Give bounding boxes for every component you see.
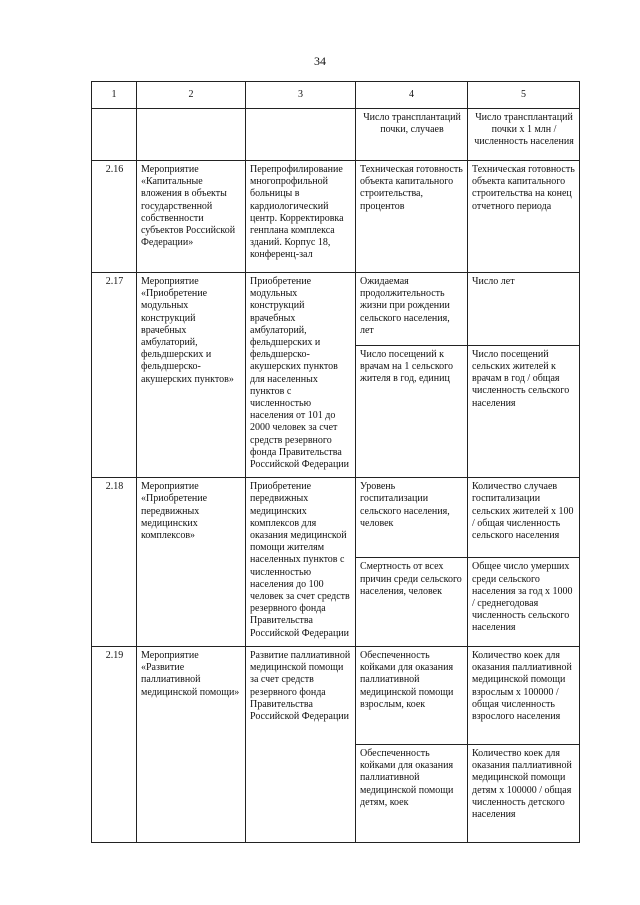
header-col-4: 4: [356, 82, 468, 109]
indicator-name: Техническая готовность объекта капитального строительства, процентов: [356, 161, 468, 273]
indicator-name: Число посещений к врачам на 1 сельского жителя в год, единиц: [356, 345, 468, 477]
indicator-name: Число трансплантаций почки, случаев: [356, 109, 468, 161]
table-row: [92, 478, 580, 558]
indicator-formula: Общее число умерших среди сельского населения за год х 1000 / среднегодовая численность сельского населения: [468, 558, 580, 647]
indicator-formula: Число посещений сельских жителей к врачам в год / общая численность сельского населения: [468, 345, 580, 477]
indicators-table: [91, 81, 580, 843]
event-name: Мероприятие «Приобретение передвижных медицинских комплексов»: [137, 478, 246, 647]
page-number: 34: [314, 54, 326, 68]
indicator-formula: Количество случаев госпитализации сельских жителей х 100 / общая численность сельского населения: [468, 478, 580, 558]
table-row: [92, 273, 580, 346]
row-number: 2.19: [92, 646, 137, 842]
indicator-name: Обеспеченность койками для оказания паллиативной медицинской помощи детям, коек: [356, 744, 468, 842]
indicator-name: Смертность от всех причин среди сельского населения, человек: [356, 558, 468, 647]
empty-cell: [92, 109, 137, 161]
header-col-3: 3: [246, 82, 356, 109]
indicator-formula: Число трансплантаций почки х 1 млн / численность населения: [468, 109, 580, 161]
empty-cell: [246, 109, 356, 161]
empty-cell: [137, 109, 246, 161]
table-header-row: [92, 82, 580, 109]
row-number: 2.17: [92, 273, 137, 478]
indicator-formula: Количество коек для оказания паллиативной медицинской помощи взрослым х 100000 / общая численность взрослого населения: [468, 646, 580, 744]
event-name: Мероприятие «Развитие паллиативной медицинской помощи»: [137, 646, 246, 842]
row-number: 2.18: [92, 478, 137, 647]
indicator-formula: Количество коек для оказания паллиативной медицинской помощи детям х 100000 / общая численность детского населения: [468, 744, 580, 842]
indicator-name: Ожидаемая продолжительность жизни при рождении сельского населения, лет: [356, 273, 468, 346]
event-description: Развитие паллиативной медицинской помощи за счет средств резервного фонда Правительства Российской Федерации: [246, 646, 356, 842]
event-description: Приобретение передвижных медицинских комплексов для оказания медицинской помощи жителям населенных пунктов с численностью населения до 100 человек за счет средств резервного фонда Правительства Российской Федерации: [246, 478, 356, 647]
event-name: Мероприятие «Приобретение модульных конструкций врачебных амбулаторий, фельдшерских и фельдшерско-акушерских пунктов»: [137, 273, 246, 478]
indicator-formula: Число лет: [468, 273, 580, 346]
table-row: [92, 109, 580, 161]
event-description: Приобретение модульных конструкций врачебных амбулаторий, фельдшерских и фельдшерско-акушерских пунктов для населенных пунктов с численностью населения от 101 до 2000 человек за счет средств резервного фонда Правительства Российской Федерации: [246, 273, 356, 478]
event-description: Перепрофилирование многопрофильной больницы в кардиологический центр. Корректировка генплана комплекса зданий. Корпус 18, конференц-зал: [246, 161, 356, 273]
header-col-5: 5: [468, 82, 580, 109]
table-row: [92, 646, 580, 744]
event-name: Мероприятие «Капитальные вложения в объекты государственной собственности субъектов Российской Федерации»: [137, 161, 246, 273]
header-col-2: 2: [137, 82, 246, 109]
header-col-1: 1: [92, 82, 137, 109]
indicator-name: Обеспеченность койками для оказания паллиативной медицинской помощи взрослым, коек: [356, 646, 468, 744]
row-number: 2.16: [92, 161, 137, 273]
indicator-name: Уровень госпитализации сельского населения, человек: [356, 478, 468, 558]
table-row: [92, 161, 580, 273]
indicator-formula: Техническая готовность объекта капитального строительства на конец отчетного периода: [468, 161, 580, 273]
